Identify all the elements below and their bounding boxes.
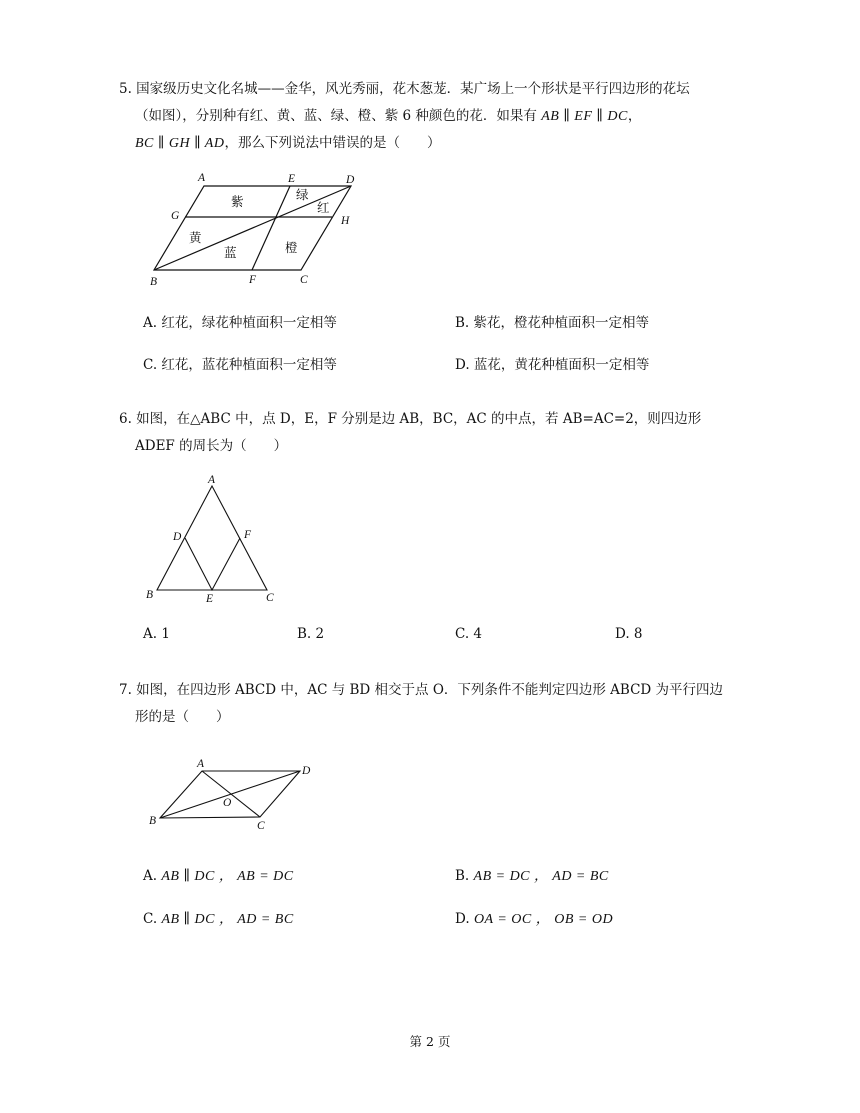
point-D: D: [302, 765, 311, 777]
point-G: G: [171, 210, 180, 222]
q5-parallelogram-figure: [140, 168, 370, 293]
point-B: B: [146, 589, 154, 601]
region-blue: 蓝: [224, 246, 237, 260]
point-D: D: [346, 174, 355, 186]
q5-option-d[interactable]: D. 蓝花，黄花种植面积一定相等: [455, 357, 650, 373]
point-C: C: [257, 820, 265, 832]
q5-line2: [119, 103, 764, 130]
q6-option-d[interactable]: D. 8: [615, 626, 643, 642]
point-A: A: [198, 172, 206, 184]
segment-EF: [252, 186, 290, 270]
region-yellow: 黄: [189, 231, 202, 245]
question-5: [119, 76, 764, 157]
question-7: [119, 677, 764, 731]
point-A: A: [197, 758, 205, 770]
q7-option-b-math: AB = DC ， AD = BC: [473, 869, 609, 884]
q7-option-c-math: AB ∥ DC ， AD = BC: [161, 912, 294, 927]
q5-option-a[interactable]: A. 红花，绿花种植面积一定相等: [143, 315, 337, 331]
q6-line1: 6. 如图，在△ABC 中，点 D，E，F 分别是边 AB，BC，AC 的中点，若 AB=AC=2，则四边形: [119, 411, 702, 427]
point-F: F: [249, 274, 257, 286]
q7-option-c-label: C.: [143, 911, 162, 927]
q5-line3-math: BC ∥ GH ∥ AD: [135, 136, 225, 151]
q6-option-b[interactable]: B. 2: [297, 626, 325, 642]
point-B: B: [150, 276, 158, 288]
point-C: C: [266, 592, 274, 604]
q6-option-c[interactable]: C. 4: [455, 626, 483, 642]
point-F: F: [244, 529, 252, 541]
q6-option-a[interactable]: A. 1: [143, 626, 170, 642]
q7-option-b-label: B.: [455, 868, 474, 884]
point-B: B: [149, 815, 157, 827]
q5-option-c[interactable]: C. 红花，蓝花种植面积一定相等: [143, 357, 337, 373]
region-red: 红: [317, 201, 330, 215]
q6-triangle-figure: [140, 472, 285, 607]
q7-option-b[interactable]: [455, 865, 609, 885]
q7-option-d-math: OA = OC ， OB = OD: [473, 912, 614, 927]
segments-DE-EF: [185, 538, 240, 590]
page-number: 第 2 页: [409, 1034, 451, 1049]
q5-option-b[interactable]: B. 紫花，橙花种植面积一定相等: [455, 315, 650, 331]
q7-option-a-math: AB ∥ DC ， AB = DC: [161, 869, 294, 884]
q7-quadrilateral-figure: [140, 752, 325, 837]
point-H: H: [341, 215, 350, 227]
q5-line2-text: （如图），分别种有红、黄、蓝、绿、橙、紫 6 种颜色的花．如果有: [135, 108, 542, 124]
region-purple: 紫: [231, 195, 244, 209]
q5-line2-math: AB ∥ EF ∥ DC: [541, 109, 628, 124]
q5-line2-post: ，: [627, 108, 642, 124]
q7-line2: 形的是（ ）: [135, 709, 230, 725]
q7-option-d-label: D.: [455, 911, 474, 927]
region-green: 绿: [296, 188, 309, 202]
diagonal-BD: [154, 186, 351, 270]
q7-line1: 7. 如图，在四边形 ABCD 中，AC 与 BD 相交于点 O．下列条件不能判定四边形 ABCD 为平行四边: [119, 682, 724, 698]
point-E: E: [206, 593, 214, 605]
q7-option-a-label: A.: [143, 868, 162, 884]
q7-option-d[interactable]: [455, 908, 613, 928]
q5-line3-text: ，那么下列说法中错误的是（ ）: [224, 135, 441, 151]
q5-line3: [119, 130, 764, 157]
region-orange: 橙: [285, 241, 298, 255]
point-A: A: [208, 474, 216, 486]
point-C: C: [300, 274, 308, 286]
q7-option-a[interactable]: [143, 865, 294, 885]
point-E: E: [288, 173, 296, 185]
q6-line2: ADEF 的周长为（ ）: [135, 438, 288, 454]
q5-line1: 5. 国家级历史文化名城——金华，风光秀丽，花木葱茏．某广场上一个形状是平行四边形的花坛: [119, 81, 690, 97]
q7-option-c[interactable]: [143, 908, 294, 928]
point-D: D: [173, 531, 182, 543]
question-6: [119, 406, 764, 460]
point-O: O: [223, 797, 232, 809]
